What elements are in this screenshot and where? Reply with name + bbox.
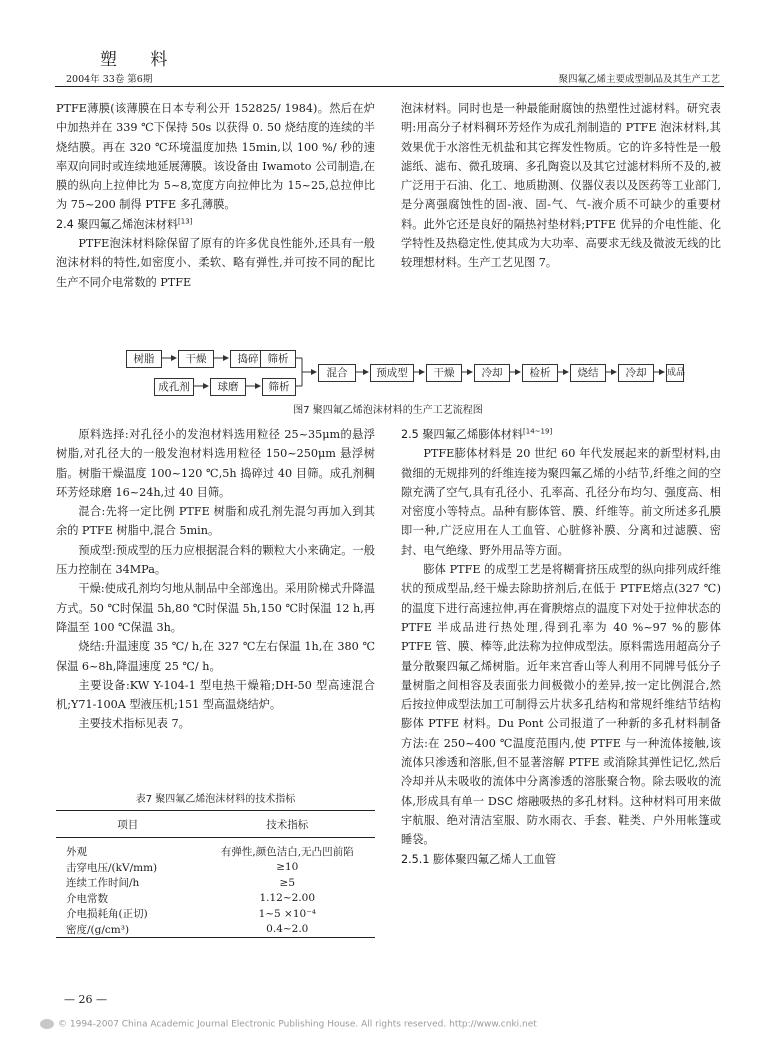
flow-step: 冷却 xyxy=(618,364,654,382)
reference: [13] xyxy=(178,217,193,226)
flow-step: 捣碎 xyxy=(230,350,266,368)
table-row: 外观 有弹性,颜色洁白,无凸凹前陷 xyxy=(66,846,354,859)
table-header: 技术指标 xyxy=(200,811,375,838)
table-row: 密度/(g/cm³) 0.4~2.0 xyxy=(56,922,375,938)
left-column-top xyxy=(56,99,375,292)
paragraph: PTFE膨体材料是 20 世纪 60 年代发展起来的新型材料,由微细的无规排列的纤维连接为聚四氟乙烯的小结节,纤维之间的空隙充满了空气,具有孔径小、孔率高、孔径分布均匀、强度高、相对密度小等特点。品种有膨体管、膜、纤维等。前文所述多孔膜即一种,广泛应用在人工血管、心脏修补膜、分离和过滤膜、密封、电气绝缘、野外用品等方面。 xyxy=(401,447,721,557)
running-title: 聚四氟乙烯主要成型制品及其生产工艺 xyxy=(558,74,720,85)
paragraph: PTFE泡沫材料除保留了原有的许多优良性能外,还具有一般泡沫材料的特性,如密度小、柔软、略有弹性,并可按不同的配比生产不同介电常数的 PTFE xyxy=(56,237,375,289)
table-caption: 表7 聚四氟乙烯泡沫材料的技术指标 xyxy=(135,794,296,805)
right-column-middle xyxy=(401,425,721,869)
flow-step: 树脂 xyxy=(126,350,162,368)
journal-title: 塑 料 xyxy=(100,50,182,70)
header-rule xyxy=(55,86,724,87)
flow-step: 筛析 xyxy=(260,350,296,368)
left-column-middle xyxy=(56,425,375,734)
paragraph: 烧结:升温速度 35 ℃/ h,在 327 ℃左右保温 1h,在 380 ℃保温 6~8h,降温速度 25 ℃/ h。 xyxy=(56,640,375,673)
section-heading-2-5-1: 2.5.1 膨体聚四氟乙烯人工血管 xyxy=(401,852,557,866)
paragraph: 泡沫材料。同时也是一种最能耐腐蚀的热塑性过滤材料。研究表明:用高分子材料稠环芳烃作为成孔剂制造的 PTFE 泡沫材料,其效果优于水溶性无机盐和其它挥发性物质。它的许多特性是一般滤纸、滤布、微孔玻璃、多孔陶瓷以及其它过滤材料所不及的,被广泛用于石油、化工、地质勘测、仪器仪表以及医药等工业部门,是分离强腐蚀性的固-液、固-气、气-液介质不可缺少的重要材料。此外它还是良好的隔热衬垫材料;PTFE 优异的介电性能、化学特性及热稳定性,使其成为大功率、高要求无线及微波无线的比较理想材料。生产工艺见图 7。 xyxy=(401,102,721,270)
flow-step: 冷却 xyxy=(474,364,510,382)
section-heading-2-5: 2.5 聚四氟乙烯膨体材料[14~19] xyxy=(401,427,553,441)
spec-table xyxy=(56,810,375,938)
paragraph: 混合:先将一定比例 PTFE 树脂和成孔剂先混匀再加入到其余的 PTFE 树脂中,混合 5min。 xyxy=(56,505,375,538)
flow-step: 成孔剂 xyxy=(154,378,194,396)
flow-step: 检析 xyxy=(522,364,558,382)
paragraph: PTFE薄膜(该薄膜在日本专利公开 152825/ 1984)。然后在炉中加热并在 339 ℃下保持 50s 以获得 0. 50 烧结度的连续的半烧结膜。再在 320 ℃环境温度加热 15min,以 100 %/ 秒的速率双向同时或连续地延展薄膜。该设备由 Iwamoto 公司制造,在膜的纵向上拉伸比为 5~8,宽度方向拉伸比为 15~25,总拉伸比为 75~200 制得 PTFE 多孔薄膜。 xyxy=(56,102,375,212)
paragraph: 主要技术指标见表 7。 xyxy=(78,717,190,731)
right-column-top xyxy=(401,99,721,273)
paragraph: 干燥:使成孔剂均匀地从制品中全部逸出。采用阶梯式升降温方式。50 ℃时保温 5h,80 ℃时保温 5h,150 ℃时保温 12 h,再降温至 100 ℃保温 3h。 xyxy=(56,582,375,634)
cnki-logo-icon xyxy=(40,1019,54,1029)
process-flowchart xyxy=(124,348,684,400)
table-row: 介电损耗角(正切) 1~5 ×10⁻⁴ xyxy=(66,907,316,921)
page-number: — 26 — xyxy=(64,993,107,1006)
reference: [14~19] xyxy=(523,427,553,436)
table-row: 连续工作时间/h ≥5 xyxy=(66,876,296,890)
section-heading-2-4: 2.4 聚四氟乙烯泡沫材料[13] xyxy=(56,217,193,231)
paragraph: 膨体 PTFE 的成型工艺是将糊膏挤压成型的纵向排列成纤维状的预成型品,经干燥去除助挤剂后,在低于 PTFE熔点(327 ℃)的温度下进行高速拉伸,再在膏腴熔点的温度下对处于拉伸状态的 PTFE 半成品进行热处理,得到孔率为 40 %~97 %的膨体 PTFE 管、膜、棒等,此法称为拉伸成型法。原料需选用超高分子量分散聚四氟乙烯树脂。近年来宫香山等人利用不同牌号低分子量树脂之间相容及表面张力间极微小的差异,按一定比例混合,然后按拉伸成型法加工可制得云片状多孔结构和常规纤维结节结构膨体 PTFE 材料。Du Pont 公司报道了一种新的多孔材料制备方法:在 250~400 ℃温度范围内,使 PTFE 与一种流体接触,该流体只渗透和溶胀,但不显著溶解 PTFE 或消除其弹性记忆,然后冷却并从未吸收的流体中分离渗透的溶胀聚合物。除去吸收的流体,形成具有单一 DSC 熔融吸热的多孔材料。这种材料可用来做宇航服、绝对清洁室服、防水雨衣、手套、鞋类、户外用帐篷或睡袋。 xyxy=(401,563,721,847)
paragraph: 主要设备:KW Y-104-1 型电热干燥箱;DH-50 型高速混合机;Y71-100A 型液压机;151 型高温烧结炉。 xyxy=(56,678,375,712)
flow-step: 烧结 xyxy=(570,364,606,382)
table-header: 项目 xyxy=(56,811,200,838)
copyright-footer: © 1994-2007 China Academic Journal Electronic Publishing House. All rights reserved. http://www.cnki.net xyxy=(40,1019,537,1030)
flow-step: 混合 xyxy=(318,364,356,382)
flow-step: 球磨 xyxy=(210,378,246,396)
figure-caption: 图7 聚四氟乙烯泡沫材料的生产工艺流程图 xyxy=(293,405,483,416)
issue-info: 2004年 33卷 第6期 xyxy=(66,74,153,85)
flow-step: 筛析 xyxy=(262,378,296,396)
paragraph: 预成型:预成型的压力应根据混合料的颗粒大小来确定。一般压力控制在 34MPa。 xyxy=(56,543,375,577)
table-row: 击穿电压/(kV/mm) ≥10 xyxy=(66,861,299,874)
flow-step: 干燥 xyxy=(426,364,462,382)
paragraph: 原料选择:对孔径小的发泡材料选用粒径 25~35μm的悬浮树脂,对孔径大的一般发泡材料选用粒径 150~250μm 悬浮树脂。树脂干燥温度 100~120 ℃,5h 捣碎过 40 目筛。成孔剂稠环芳烃球磨 16~24h,过 40 目筛。 xyxy=(56,428,375,499)
flow-step: 预成型 xyxy=(370,364,414,382)
flow-step: 干燥 xyxy=(178,350,214,368)
flow-step: 成品 xyxy=(666,364,684,382)
table-row: 介电常数 1.12~2.00 xyxy=(66,892,316,905)
